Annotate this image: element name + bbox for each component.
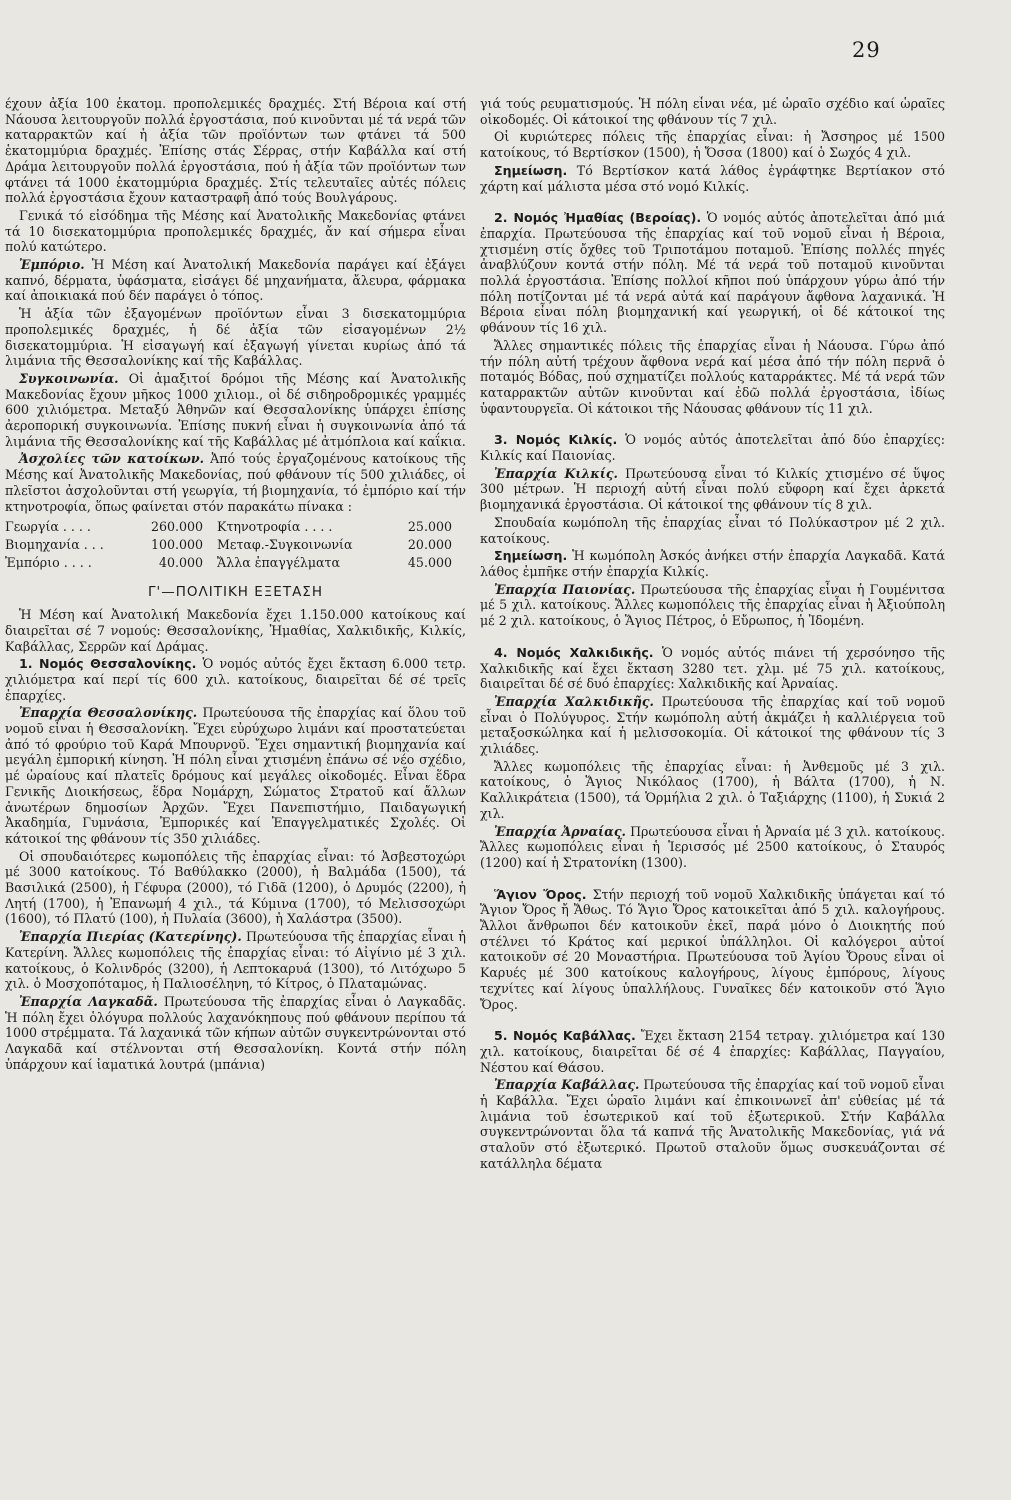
table-cell: 25.000 <box>407 519 452 535</box>
paragraph: Ἐμπόριο. Ἡ Μέση καί Ἀνατολική Μακεδονία παράγει καί ἐξάγει καπνό, δέρματα, ὑφάσματα, εἰσάγει δέ μηχανήματα, ἄλευρα, φάρμακα καί ἀποικιακά πού δέν παράγει ὁ τόπος. <box>5 257 466 304</box>
occupation-table <box>5 518 466 571</box>
paragraph-heading: Ἐμπόριο. <box>19 257 85 273</box>
paragraph-heading: 4. Νομός Χαλκιδικῆς. <box>494 644 654 660</box>
paragraph: Ἐπαρχία Πιερίας (Κατερίνης). Πρωτεύουσα τῆς ἐπαρχίας εἶναι ἡ Κατερίνη. Ἄλλες κωμοπόλεις τῆς ἐπαρχίας εἶναι: τό Αἰγίνιο μέ 3 χιλ. κατοίκους, ὁ Κολινδρός (3200), ἡ Λεπτοκαρυά (1300), τό Λιτόχωρο 5 χιλ. ὁ Μοσχοπόταμος, ἡ Παλιοσέληνη, τό Κίτρος, ὁ Πλαταμώνας. <box>5 929 466 992</box>
table-row <box>5 536 466 554</box>
paragraph-heading: Ἅγιον Ὄρος. <box>494 886 587 902</box>
paragraph: Ἐπαρχία Ἀρναίας. Πρωτεύουσα εἶναι ἡ Ἀρναία μέ 3 χιλ. κατοίκους. Ἄλλες κωμοπόλεις εἶναι ἡ Ἱερισσός μέ 2500 κατοίκους, ὁ Σταυρός (1200) καί ἡ Στρατονίκη (1300). <box>480 823 945 870</box>
paragraph: 4. Νομός Χαλκιδικῆς. Ὁ νομός αὐτός πιάνει τή χερσόνησο τῆς Χαλκιδικῆς καί ἔχει ἔκταση 3280 τετ. χλμ. μέ 75 χιλ. κατοίκους, διαιρεῖται δέ σέ δυό ἐπαρχίες: Χαλκιδικῆς καί Ἀρναίας. <box>480 644 945 692</box>
paragraph-heading: Ἐπαρχία Χαλκιδικῆς. <box>494 693 654 709</box>
paragraph: Γενικά τό εἰσόδημα τῆς Μέσης καί Ἀνατολικῆς Μακεδονίας φτάνει τά 10 δισεκατομμύρια προπολεμικές δραχμές, ἄν καί σήμερα εἶναι πολύ κατώτερο. <box>5 207 466 255</box>
paragraph-heading: Ἐπαρχία Ἀρναίας. <box>494 823 626 839</box>
section-title: Γ'—ΠΟΛΙΤΙΚΗ ΕΞΕΤΑΣΗ <box>147 584 323 601</box>
table-cell: Βιομηχανία . . . <box>5 536 104 552</box>
paragraph-heading: Ἐπαρχία Θεσσαλονίκης. <box>19 705 198 721</box>
table-cell: Ἄλλα ἐπαγγέλματα <box>217 554 341 570</box>
paragraph-heading: 5. Νομός Καβάλλας. <box>494 1028 636 1044</box>
table-row <box>5 554 466 572</box>
paragraph: γιά τούς ρευματισμούς. Ἡ πόλη εἶναι νέα, μέ ὡραῖο σχέδιο καί ὡραῖες οἰκοδομές. Οἱ κάτοικοί της φθάνουν τίς 7 χιλ. <box>480 96 945 127</box>
paragraph: 5. Νομός Καβάλλας. Ἔχει ἔκταση 2154 τετραγ. χιλιόμετρα καί 130 χιλ. κατοίκους, διαιρεῖται δέ σέ 4 ἐπαρχίες: Καβάλλας, Παγγαίου, Νέστου καί Θάσου. <box>480 1028 945 1075</box>
paragraph: Ἐπαρχία Καβάλλας. Πρωτεύουσα τῆς ἐπαρχίας καί τοῦ νομοῦ εἶναι ἡ Καβάλλα. Ἔχει ὡραῖο λιμάνι καί ἐπικοινωνεῖ ἀπ' εὐθείας μέ τά λιμάνια τοῦ ἐσωτερικοῦ καί τοῦ ἐξωτερικοῦ. Στήν Καβάλλα συγκεντρώνονται ὅλα τά καπνά τῆς Ἀνατολικῆς Μακεδονίας, γιά νά σταλοῦν στό ἐξωτερικό. Πρωτοῦ σταλοῦν ὅμως συσκευάζονται σέ κατάλληλα δέματα <box>480 1077 945 1171</box>
left-column <box>5 96 466 1486</box>
paragraph-heading: 1. Νομός Θεσσαλονίκης. <box>19 656 197 672</box>
paragraph: Ἐπαρχία Θεσσαλονίκης. Πρωτεύουσα τῆς ἐπαρχίας καί ὅλου τοῦ νομοῦ εἶναι ἡ Θεσσαλονίκη. Ἔχει εὐρύχωρο λιμάνι καί προστατεύεται ἀπό τό φρούριο τοῦ Καρά Μπουρνοῦ. Ἔχει σημαντική βιομηχανία καί μεγάλη ἐμπορική κίνηση. Ἡ πόλη εἶναι χτισμένη ἐπάνω σέ νέο σχέδιο, μέ ὡραίους καί πλατεῖς δρόμους καί μεγάλες οἰκοδομές. Εἶναι ἕδρα Γενικῆς Διοικήσεως, ἕδρα Νομάρχη, Σώματος Στρατοῦ καί ἄλλων ἀνωτέρων δημοσίων Ἀρχῶν. Ἔχει Πανεπιστήμιο, Παιδαγωγική Ἀκαδημία, Γυμνάσια, Ἐμπορικές καί Ἐπαγγελματικές Σχολές. Οἱ κάτοικοί της φθάνουν τίς 350 χιλιάδες. <box>5 705 466 846</box>
spacer <box>480 873 945 887</box>
paragraph: Ἐπαρχία Παιονίας. Πρωτεύουσα τῆς ἐπαρχίας εἶναι ἡ Γουμένιτσα μέ 5 χιλ. κατοίκους. Ἄλλες κωμοπόλεις τῆς ἐπαρχίας εἶναι ἡ Ἀξιούπολη μέ 2 χιλ. κατοίκους, ὁ Ἅγιος Πέτρος, ὁ Εὔρωπος, ἡ Ἰδομένη. <box>480 581 945 629</box>
paragraph: Σπουδαία κωμόπολη τῆς ἐπαρχίας εἶναι τό Πολύκαστρον μέ 2 χιλ. κατοίκους. <box>480 514 945 546</box>
paragraph: Συγκοινωνία. Οἱ ἁμαξιτοί δρόμοι τῆς Μέσης καί Ἀνατολικῆς Μακεδονίας ἔχουν μῆκος 1000 χιλιομ., οἱ δέ σιδηροδρομικές γραμμές 600 χιλιόμετρα. Μεταξύ Ἀθηνῶν καί Θεσσαλονίκης ὑπάρχει ἐπίσης ἀεροπορική συγκοινωνία. Ἐπίσης πυκνή εἶναι ἡ συγκοινωνία ἀπό τά λιμάνια τῆς Θεσσαλονίκης καί τῆς Καβάλλας μέ ἀτμόπλοια καί καΐκια. <box>5 370 466 449</box>
spacer <box>480 1014 945 1028</box>
paragraph-heading: Σημείωση. <box>494 162 568 178</box>
paragraph: Ἡ Μέση καί Ἀνατολική Μακεδονία ἔχει 1.150.000 κατοίκους καί διαιρεῖται σέ 7 νομούς: Θεσσαλονίκης, Ἠμαθίας, Χαλκιδικῆς, Κιλκίς, Καβάλλας, Σερρῶν καί Δράμας. <box>5 607 466 654</box>
table-cell: 45.000 <box>407 554 452 570</box>
table-cell: Μεταφ.-Συγκοινωνία <box>217 536 353 552</box>
paragraph: Ἄλλες σημαντικές πόλεις τῆς ἐπαρχίας εἶναι ἡ Νάουσα. Γύρω ἀπό τήν πόλη αὐτή τρέχουν ἄφθονα νερά καί μέσα ἀπό τήν πόλη περνᾶ ὁ ποταμός Βόδας, πού σχηματίζει πολλούς καταρράκτες. Μέ τά νερά τῶν καταρρακτῶν αὐτῶν κινοῦνται καί ἐδῶ πολλά ἐργοστάσια, ἰδίως ὑφαντουργεῖα. Οἱ κάτοικοι τῆς Νάουσας φθάνουν τίς 11 χιλ. <box>480 337 945 416</box>
table-cell: 260.000 <box>150 519 204 535</box>
table-row <box>5 518 466 536</box>
spacer <box>480 418 945 432</box>
paragraph: Ἐπαρχία Χαλκιδικῆς. Πρωτεύουσα τῆς ἐπαρχίας καί τοῦ νομοῦ εἶναι ὁ Πολύγυρος. Στήν κωμόπολη αὐτή ἀκμάζει ἡ καλλιέργεια τοῦ μεταξοσκώληκα καί ἡ μελισσοκομία. Οἱ κάτοικοί της φθάνουν τίς 3 χιλιάδες. <box>480 693 945 757</box>
paragraph-heading: Ἀσχολίες τῶν κατοίκων. <box>19 451 204 467</box>
table-cell: Ἐμπόριο . . . . <box>5 554 92 570</box>
paragraph: Ἐπαρχία Κιλκίς. Πρωτεύουσα εἶναι τό Κιλκίς χτισμένο σέ ὕψος 300 μέτρων. Ἡ περιοχή αὐτή εἶναι πολύ εὔφορη καί ἔχει ἀρκετά βιομηχανικά ἐργοστάσια. Οἱ κάτοικοί της φθάνουν τίς 8 χιλ. <box>480 465 945 513</box>
paragraph: 2. Νομός Ἠμαθίας (Βεροίας). Ὁ νομός αὐτός ἀποτελεῖται ἀπό μιά ἐπαρχία. Πρωτεύουσα τῆς ἐπαρχίας καί τοῦ νομοῦ εἶναι ἡ Βέροια, χτισμένη στίς ὄχθες τοῦ Τριποτάμου ποταμοῦ. Ἐπίσης πολλές πηγές ἀναβλύζουν κοντά στήν πόλη. Μέ τά νερά τοῦ ποταμοῦ κινοῦνται πολλά ἐργοστάσια. Ἐπίσης πολλοί κῆποι πού ὑπάρχουν γύρω ἀπό τήν πόλη ποτίζονται μέ τά νερά αὐτά καί παράγουν ἄφθονα λαχανικά. Ἡ Βέροια εἶναι πόλη βιομηχανική καί γεωργική, οἱ δέ κάτοικοί της φθάνουν τίς 16 χιλ. <box>480 210 945 336</box>
paragraph-heading: Ἐπαρχία Καβάλλας. <box>494 1077 640 1093</box>
paragraph-heading: 2. Νομός Ἠμαθίας (Βεροίας). <box>494 210 702 226</box>
table-cell: 100.000 <box>150 536 204 552</box>
paragraph: Ἡ ἀξία τῶν ἐξαγομένων προϊόντων εἶναι 3 δισεκατομμύρια προπολεμικές δραχμές, ἡ δέ ἀξία τῶν εἰσαγομένων 2½ δισεκατομμύρια. Ἡ εἰσαγωγή καί ἐξαγωγή γίνεται κυρίως ἀπό τά λιμάνια τῆς Θεσσαλονίκης καί τῆς Καβάλλας. <box>5 306 466 369</box>
table-cell: Γεωργία . . . . <box>5 519 91 535</box>
paragraph: Σημείωση. Ἡ κωμόπολη Ἀσκός ἀνήκει στήν ἐπαρχία Λαγκαδᾶ. Κατά λάθος ἐμπῆκε στήν ἐπαρχία Κιλκίς. <box>480 548 945 579</box>
paragraph: 1. Νομός Θεσσαλονίκης. Ὁ νομός αὐτός ἔχει ἔκταση 6.000 τετρ. χιλιόμετρα καί περί τίς 600 χιλ. κατοίκους, διαιρεῖται δέ σέ τρεῖς ἐπαρχίες. <box>5 656 466 703</box>
paragraph-heading: Ἐπαρχία Κιλκίς. <box>494 465 618 481</box>
paragraph: Σημείωση. Τό Βερτίσκον κατά λάθος ἐγράφτηκε Βερτίακον στό χάρτη καί μάλιστα μέσα στό νομό Κιλκίς. <box>480 162 945 194</box>
spacer <box>480 196 945 210</box>
paragraph-heading: Ἐπαρχία Πιερίας (Κατερίνης). <box>19 929 242 945</box>
paragraph-heading: 3. Νομός Κιλκίς. <box>494 432 618 448</box>
spacer <box>480 631 945 645</box>
paragraph: έχουν ἀξία 100 ἑκατομ. προπολεμικές δραχμές. Στή Βέροια καί στή Νάουσα λειτουργοῦν πολλά ἐργοστάσια, πού κινοῦνται μέ τά νερά τῶν καταρρακτῶν καί ἡ ἀξία τῶν προϊόντων των φτάνει τά 500 ἑκατομμύρια δραχμές. Ἐπίσης στάς Σέρρας, στήν Καβάλλα καί στή Δράμα λειτουργοῦν πολλά ἐργοστάσια, πού ἡ ἀξία τῶν προϊόντων των φτάνει τά 1000 ἑκατομμύρια δραχμές. Στίς τελευταῖες αὐτές πόλεις πολλά ἐργοστάσια ἔχουν καταστραφῆ ἀπό τούς Βουλγάρους. <box>5 96 466 206</box>
paragraph-heading: Σημείωση. <box>494 548 568 564</box>
paragraph: Ἄλλες κωμοπόλεις τῆς ἐπαρχίας εἶναι: ἡ Ἀνθεμοῦς μέ 3 χιλ. κατοίκους, ὁ Ἅγιος Νικόλαος (1700), ἡ Βάλτα (1700), ἡ Ν. Καλλικράτεια (1500), τά Ὁρμήλια 2 χιλ. ὁ Ταξιάρχης (1100), ἡ Συκιά 2 χιλ. <box>480 758 945 821</box>
paragraph: Οἱ σπουδαιότερες κωμοπόλεις τῆς ἐπαρχίας εἶναι: τό Ἀσβεστοχώρι μέ 3000 κατοίκους. Τό Βαθύλακκο (2000), ἡ Βαλμάδα (1500), τά Βασιλικά (2500), ἡ Γέφυρα (2000), τό Γιδᾶ (1200), ὁ Δρυμός (2200), ἡ Λητή (1700), ἡ Ἐπανωμή 4 χιλ., τά Κύμινα (1700), τό Μελισσοχώρι (1600), τό Πλατύ (100), ἡ Πυλαία (3600), ἡ Χαλάστρα (3500). <box>5 848 466 927</box>
paragraph: Οἱ κυριώτερες πόλεις τῆς ἐπαρχίας εἶναι: ἡ Ἄσσηρος μέ 1500 κατοίκους, τό Βερτίσκον (1500), ἡ Ὄσσα (1800) καί ὁ Σωχός 4 χιλ. <box>480 129 945 161</box>
paragraph: Ἀσχολίες τῶν κατοίκων. Ἀπό τούς ἐργαζομένους κατοίκους τῆς Μέσης καί Ἀνατολικῆς Μακεδονίας, πού φθάνουν τίς 500 χιλιάδες, οἱ πλεῖστοι ἀσχολοῦνται στή γεωργία, τή βιομηχανία, τό ἐμπόριο καί τήν κτηνοτροφία, ὅπως φαίνεται στόν παρακάτω πίνακα : <box>5 451 466 514</box>
paragraph-heading: Ἐπαρχία Λαγκαδᾶ. <box>19 993 158 1009</box>
page-number: 29 <box>852 38 881 62</box>
paragraph-heading: Ἐπαρχία Παιονίας. <box>494 581 636 597</box>
paragraph: Ἅγιον Ὄρος. Στήν περιοχή τοῦ νομοῦ Χαλκιδικῆς ὑπάγεται καί τό Ἅγιον Ὄρος ἤ Ἄθως. Τό Ἅγιο Ὄρος κατοικεῖται ἀπό 5 χιλ. καλογήρους. Ἄλλοι ἄνθρωποι δέν κατοικοῦν ἐκεῖ, παρά μόνο ὁ Διοικητής πού στέλνει τό Κράτος καί μερικοί ὑπάλληλοι. Οἱ καλόγεροι αὐτοί κατοικοῦν σέ 20 Μοναστήρια. Πρωτεύουσα τοῦ Ἁγίου Ὄρους εἶναι οἱ Καρυές μέ 300 κατοίκους καλογήρους, λίγους ἐμπόρους, λίγους τεχνίτες καί λίγους ὑπαλλήλους. Γυναῖκες δέν κατοικοῦν στό Ἅγιο Ὄρος. <box>480 886 945 1012</box>
table-cell: 40.000 <box>158 554 204 570</box>
table-cell: 20.000 <box>407 536 452 552</box>
paragraph: 3. Νομός Κιλκίς. Ὁ νομός αὐτός ἀποτελεῖται ἀπό δύο ἐπαρχίες: Κιλκίς καί Παιονίας. <box>480 432 945 464</box>
table-cell: Κτηνοτροφία . . . . <box>217 519 333 535</box>
paragraph: Ἐπαρχία Λαγκαδᾶ. Πρωτεύουσα τῆς ἐπαρχίας εἶναι ὁ Λαγκαδᾶς. Ἡ πόλη ἔχει ὁλόγυρα πολλούς λαχανόκηπους πού φθάνουν περίπου τά 1000 στρέμματα. Τά λαχανικά τῶν κήπων αὐτῶν συγκεντρώνονται στό Λαγκαδᾶ καί στέλνονται στή Θεσσαλονίκη. Κοντά στήν πόλη ὑπάρχουν καί ἰαματικά λουτρά (μπάνια) <box>5 993 466 1072</box>
right-column <box>480 96 945 1486</box>
paragraph-heading: Συγκοινωνία. <box>19 370 119 386</box>
